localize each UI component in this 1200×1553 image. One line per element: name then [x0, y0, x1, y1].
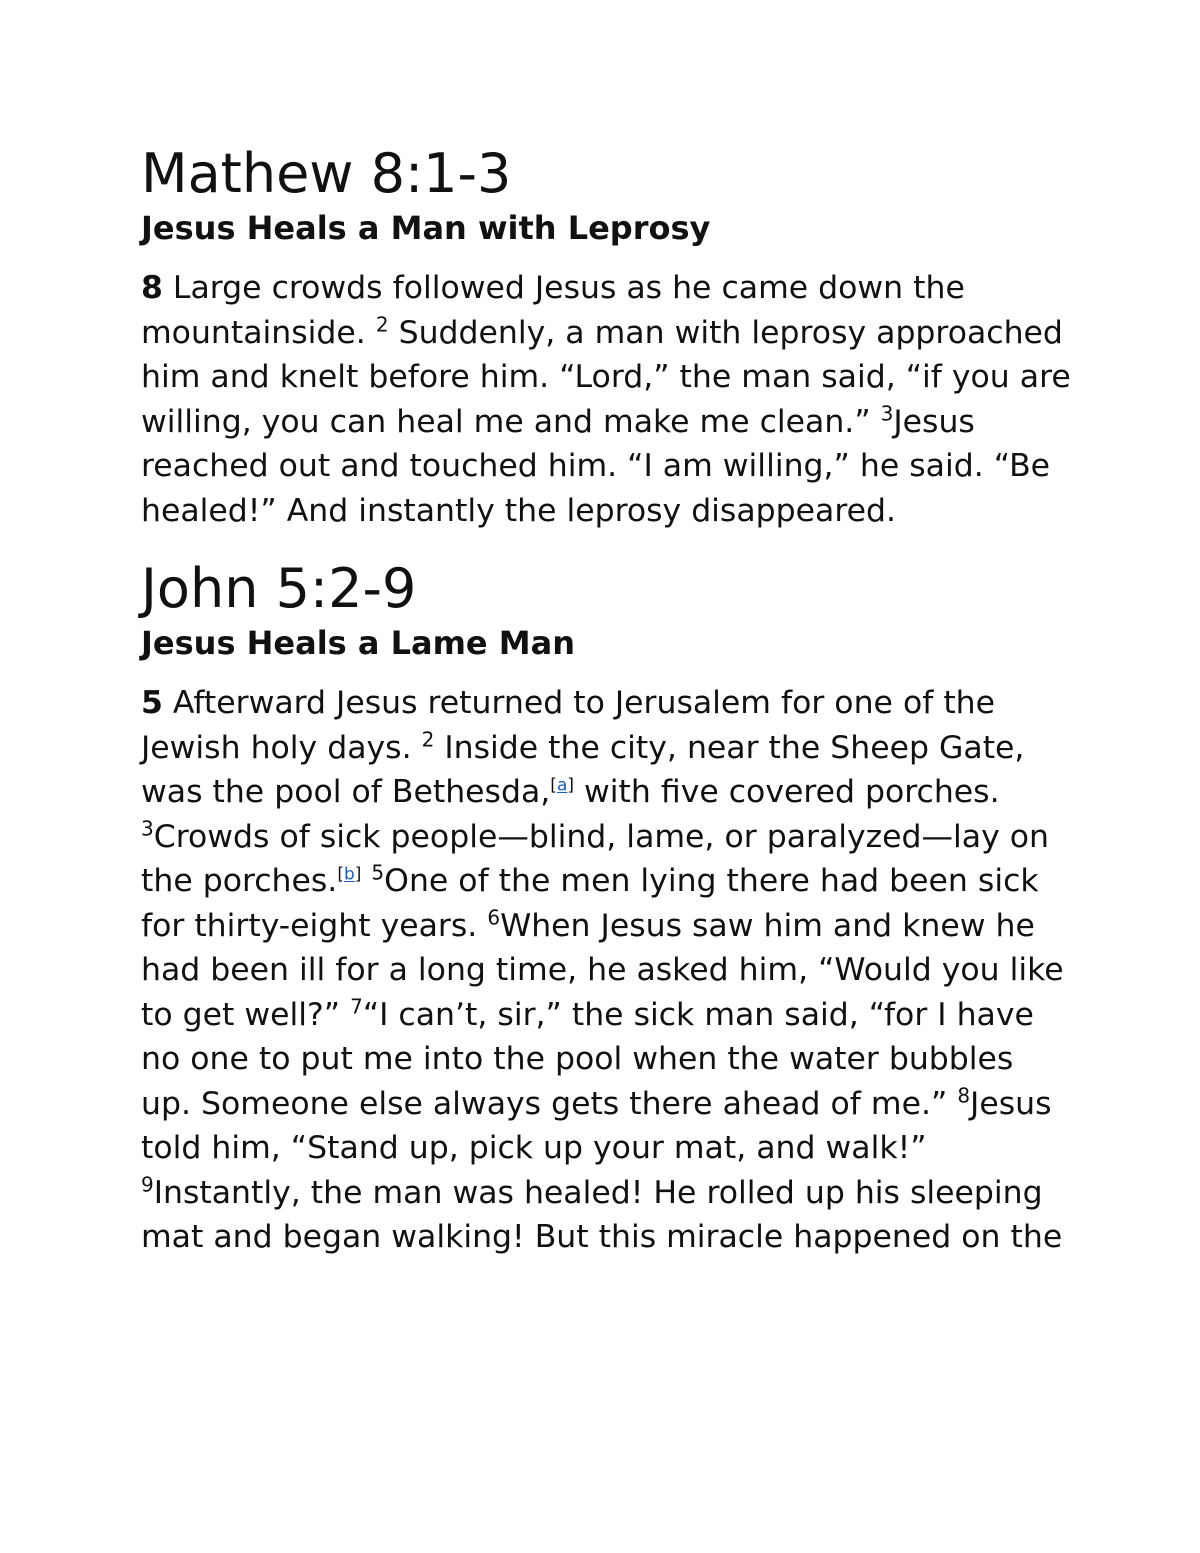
verse-text: Jesus told him, “Stand up, pick up your mat, and walk!” — [141, 1085, 1052, 1166]
verse-text: Afterward Jesus returned to Jerusalem for one of the Jewish holy days. — [141, 685, 996, 766]
verse-number: 9 — [141, 1172, 154, 1196]
verse-number: 5 — [371, 860, 385, 885]
footnote-link-a[interactable]: a — [556, 775, 568, 796]
chapter-number: 5 — [141, 685, 163, 721]
passage-matthew-8 — [141, 266, 1071, 533]
verse-text: Inside the city, near the Sheep Gate, was the pool of Bethesda, — [141, 729, 1025, 810]
verse-number: 6 — [487, 905, 501, 929]
verse-text: When Jesus saw him and knew he had been ill for a long time, he asked him, “Would you like to get well?” — [141, 907, 1064, 1033]
verse-text: Jesus reached out and touched him. “I am willing,” he said. “Be healed!” And instantly the leprosy disappeared. — [141, 403, 1051, 529]
footnote-marker-a: [a] — [550, 775, 574, 796]
document-page — [141, 140, 1071, 1260]
verse-number: 2 — [375, 312, 389, 336]
verse-number: 2 — [421, 727, 435, 751]
verse-text: Crowds of sick people—blind, lame, or paralyzed—lay on the porches. — [141, 818, 1049, 899]
verse-text: with five covered porches. — [574, 774, 1000, 810]
verse-number: 8 — [957, 1083, 971, 1107]
footnote-marker-b: [b] — [337, 864, 362, 885]
section-title-john: John 5:2-9 — [141, 557, 417, 620]
chapter-number: 8 — [141, 270, 163, 306]
passage-john-5 — [141, 681, 1071, 1260]
verse-text: Large crowds followed Jesus as he came down the mountainside. — [141, 270, 965, 351]
footnote-link-b[interactable]: b — [343, 864, 355, 885]
verse-number: 3 — [880, 401, 894, 425]
verse-number: 3 — [141, 816, 154, 840]
section-subtitle-leprosy: Jesus Heals a Man with Leprosy — [141, 209, 711, 247]
section-title-matthew: Mathew 8:1-3 — [141, 142, 512, 205]
section-subtitle-lame-man: Jesus Heals a Lame Man — [141, 624, 575, 662]
verse-text: Instantly, the man was healed! He rolled up his sleeping mat and began walking! But this miracle happened on the — [141, 1174, 1063, 1255]
verse-text: Suddenly, a man with leprosy approached him and knelt before him. “Lord,” the man said, “if you are willing, you can heal me and make me clean.” — [141, 314, 1071, 440]
verse-text: One of the men lying there had been sick for thirty-eight years. — [141, 863, 1039, 944]
verse-text: “I can’t, sir,” the sick man said, “for I have no one to put me into the pool when the water bubbles up. Someone else always gets there ahead of me.” — [141, 996, 1034, 1122]
verse-number: 7 — [350, 994, 363, 1018]
